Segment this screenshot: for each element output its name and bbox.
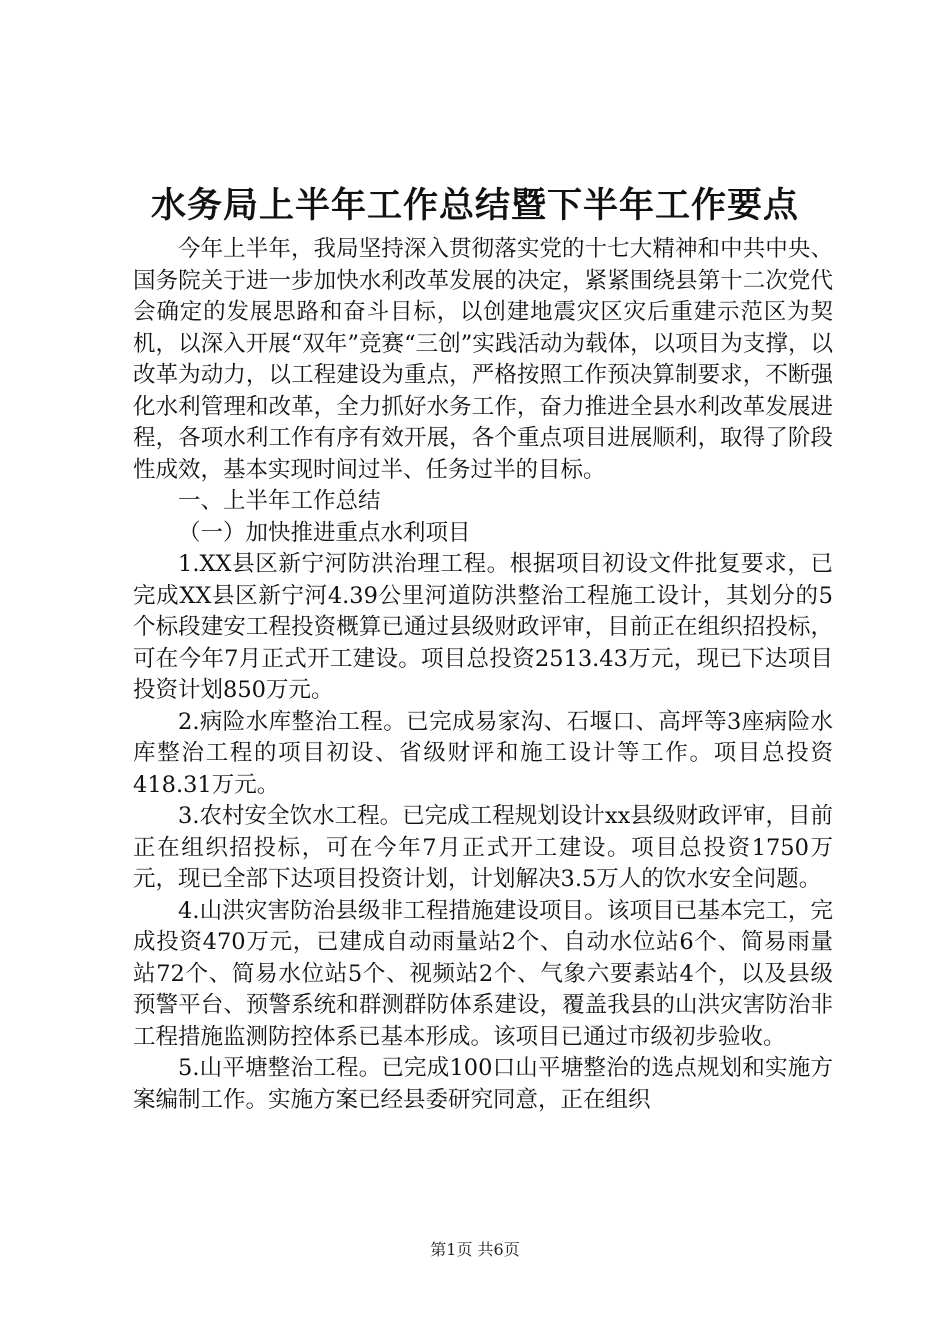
document-body [133, 234, 833, 1116]
document-title: 水务局上半年工作总结暨下半年工作要点 [150, 186, 799, 226]
item-paragraph-2: 2.病险水库整治工程。已完成易家沟、石堰口、高坪等3座病险水库整治工程的项目初设、省级财评和施工设计等工作。项目总投资418.31万元。 [133, 708, 833, 798]
item-paragraph-3: 3.农村安全饮水工程。已完成工程规划设计xx县级财政评审，目前正在组织招投标，可在今年7月正式开工建设。项目总投资1750万元，现已全部下达项目投资计划，计划解决3.5万人的饮水安全问题。 [133, 803, 833, 892]
subsection-heading: （一）加快推进重点水利项目 [178, 519, 471, 546]
item-paragraph-1: 1.XX县区新宁河防洪治理工程。根据项目初设文件批复要求，已完成XX县区新宁河4.39公里河道防洪整治工程施工设计，其划分的5个标段建安工程投资概算已通过县级财政评审，目前正在组织招投标，可在今年7月正式开工建设。项目总投资2513.43万元，现已下达项目投资计划850万元。 [133, 551, 833, 703]
section-heading: 一、上半年工作总结 [178, 488, 381, 514]
intro-paragraph: 今年上半年，我局坚持深入贯彻落实党的十七大精神和中共中央、国务院关于进一步加快水利改革发展的决定，紧紧围绕县第十二次党代会确定的发展思路和奋斗目标，以创建地震灾区灾后重建示范区为契机，以深入开展“双年”竞赛“三创”实践活动为载体，以项目为支撑，以改革为动力，以工程建设为重点，严格按照工作预决算制要求，不断强化水利管理和改革，全力抓好水务工作，奋力推进全县水利改革发展进程，各项水利工作有序有效开展，各个重点项目进展顺利，取得了阶段性成效，基本实现时间过半、任务过半的目标。 [133, 236, 833, 483]
page-number-footer: 第1页 共6页 [430, 1240, 520, 1259]
item-paragraph-5: 5.山平塘整治工程。已完成100口山平塘整治的选点规划和实施方案编制工作。实施方案已经县委研究同意，正在组织 [133, 1055, 833, 1113]
item-paragraph-4: 4.山洪灾害防治县级非工程措施建设项目。该项目已基本完工，完成投资470万元，已建成自动雨量站2个、自动水位站6个、简易雨量站72个、简易水位站5个、视频站2个、气象六要素站4个，以及县级预警平台、预警系统和群测群防体系建设，覆盖我县的山洪灾害防治非工程措施监测防控体系已基本形成。该项目已通过市级初步验收。 [133, 897, 833, 1050]
